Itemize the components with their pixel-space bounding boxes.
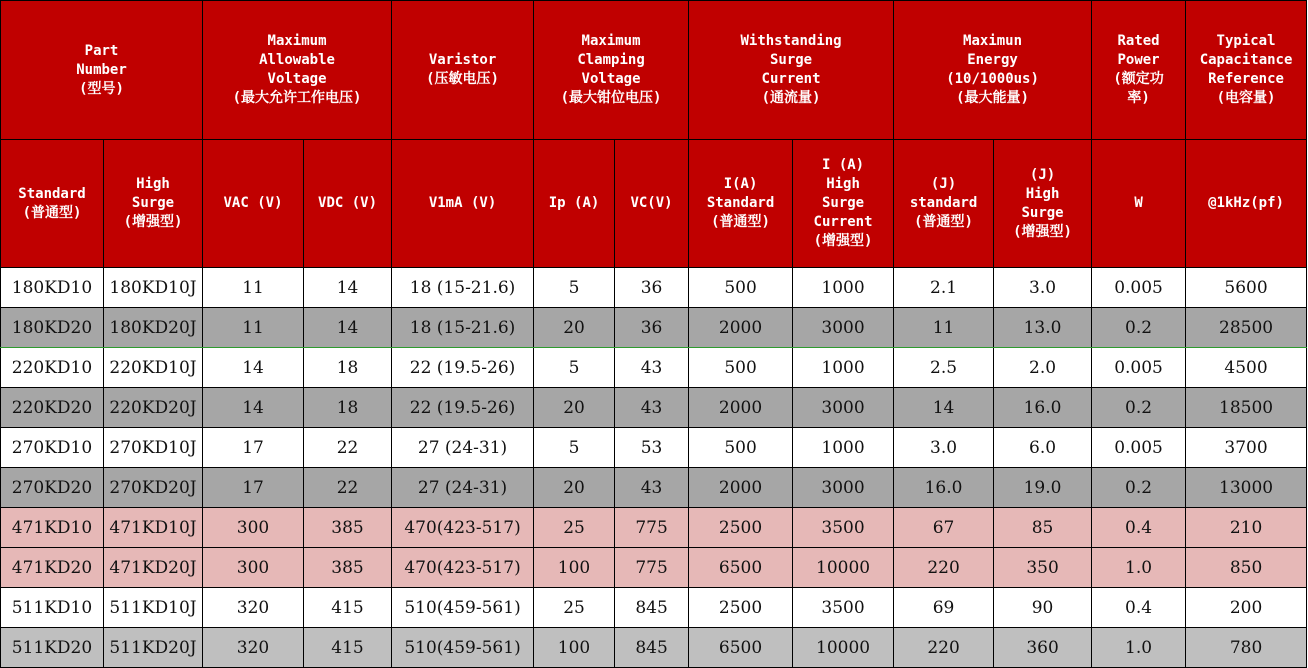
header-varistor-voltage: Varistor (压敏电压) (392, 1, 534, 140)
col-high-surge: High Surge (增强型) (104, 140, 203, 268)
table-cell[interactable]: 5 (534, 268, 615, 308)
table-cell[interactable]: 270KD10J (104, 428, 203, 468)
table-cell[interactable]: 22 (304, 468, 392, 508)
table-row (1, 348, 1307, 388)
table-cell[interactable]: 16.0 (994, 388, 1092, 428)
table-cell[interactable]: 3000 (793, 308, 894, 348)
table-cell[interactable]: 3700 (1186, 428, 1307, 468)
header-max-clamping-voltage: Maximum Clamping Voltage (最大钳位电压) (534, 1, 689, 140)
table-cell[interactable]: 220 (894, 628, 994, 668)
table-cell[interactable]: 180KD10 (1, 268, 104, 308)
table-cell[interactable]: 220KD20 (1, 388, 104, 428)
table-cell[interactable]: 5 (534, 428, 615, 468)
table-cell[interactable]: 6.0 (994, 428, 1092, 468)
table-cell[interactable]: 220 (894, 548, 994, 588)
table-cell[interactable]: 43 (615, 348, 689, 388)
table-cell[interactable]: 2.5 (894, 348, 994, 388)
table-cell[interactable]: 3.0 (894, 428, 994, 468)
header-max-energy: Maximun Energy (10/1000us) (最大能量) (894, 1, 1092, 140)
table-cell[interactable]: 300 (203, 548, 304, 588)
table-cell[interactable]: 511KD20J (104, 628, 203, 668)
table-cell[interactable]: 500 (689, 428, 793, 468)
table-cell[interactable]: 90 (994, 588, 1092, 628)
table-cell[interactable]: 180KD20 (1, 308, 104, 348)
table-cell[interactable]: 471KD20J (104, 548, 203, 588)
table-cell[interactable]: 470(423-517) (392, 508, 534, 548)
table-cell[interactable]: 67 (894, 508, 994, 548)
col-power: W (1092, 140, 1186, 268)
table-cell[interactable]: 11 (203, 268, 304, 308)
table-cell[interactable]: 18 (15-21.6) (392, 268, 534, 308)
table-cell[interactable]: 18 (304, 388, 392, 428)
table-cell[interactable]: 3500 (793, 508, 894, 548)
table-cell[interactable]: 0.2 (1092, 388, 1186, 428)
table-cell[interactable]: 1.0 (1092, 628, 1186, 668)
table-cell[interactable]: 25 (534, 508, 615, 548)
table-cell[interactable]: 220KD10 (1, 348, 104, 388)
table-cell[interactable]: 0.4 (1092, 588, 1186, 628)
table-cell[interactable]: 3500 (793, 588, 894, 628)
table-cell[interactable]: 100 (534, 548, 615, 588)
table-cell[interactable]: 775 (615, 508, 689, 548)
table-cell[interactable]: 27 (24-31) (392, 428, 534, 468)
header-rated-power: Rated Power (额定功 率) (1092, 1, 1186, 140)
table-cell[interactable]: 511KD10 (1, 588, 104, 628)
table-cell[interactable]: 13000 (1186, 468, 1307, 508)
table-row (1, 548, 1307, 588)
col-energy-standard: (J) standard (普通型) (894, 140, 994, 268)
col-ip: Ip (A) (534, 140, 615, 268)
table-cell[interactable]: 775 (615, 548, 689, 588)
table-cell[interactable]: 16.0 (894, 468, 994, 508)
table-cell[interactable]: 14 (304, 308, 392, 348)
table-cell[interactable]: 100 (534, 628, 615, 668)
table-row (1, 628, 1307, 668)
table-cell[interactable]: 5 (534, 348, 615, 388)
col-capacitance: @1kHz(pf) (1186, 140, 1307, 268)
table-row (1, 588, 1307, 628)
table-body (1, 268, 1307, 668)
table-cell[interactable]: 28500 (1186, 308, 1307, 348)
header-row-columns (1, 140, 1307, 268)
table-cell[interactable]: 53 (615, 428, 689, 468)
table-cell[interactable]: 11 (894, 308, 994, 348)
table-cell[interactable]: 10000 (793, 628, 894, 668)
table-cell[interactable]: 36 (615, 308, 689, 348)
table-cell[interactable]: 270KD10 (1, 428, 104, 468)
table-cell[interactable]: 85 (994, 508, 1092, 548)
table-cell[interactable]: 27 (24-31) (392, 468, 534, 508)
table-cell[interactable]: 1.0 (1092, 548, 1186, 588)
table-cell[interactable]: 17 (203, 428, 304, 468)
table-cell[interactable]: 511KD20 (1, 628, 104, 668)
table-row (1, 468, 1307, 508)
table-cell[interactable]: 2000 (689, 388, 793, 428)
table-cell[interactable]: 385 (304, 508, 392, 548)
table-cell[interactable]: 1000 (793, 348, 894, 388)
table-cell[interactable]: 0.005 (1092, 428, 1186, 468)
col-standard: Standard (普通型) (1, 140, 104, 268)
table-cell[interactable]: 17 (203, 468, 304, 508)
table-row (1, 308, 1307, 348)
table-cell[interactable]: 270KD20J (104, 468, 203, 508)
table-cell[interactable]: 270KD20 (1, 468, 104, 508)
table-cell[interactable]: 5600 (1186, 268, 1307, 308)
table-cell[interactable]: 210 (1186, 508, 1307, 548)
table-cell[interactable]: 200 (1186, 588, 1307, 628)
table-cell[interactable]: 0.4 (1092, 508, 1186, 548)
table-cell[interactable]: 471KD20 (1, 548, 104, 588)
table-cell[interactable]: 850 (1186, 548, 1307, 588)
table-cell[interactable]: 20 (534, 308, 615, 348)
table-cell[interactable]: 220KD20J (104, 388, 203, 428)
table-cell[interactable]: 0.2 (1092, 468, 1186, 508)
table-cell[interactable]: 220KD10J (104, 348, 203, 388)
table-cell[interactable]: 0.005 (1092, 348, 1186, 388)
table-cell[interactable]: 471KD10 (1, 508, 104, 548)
table-cell[interactable]: 10000 (793, 548, 894, 588)
table-cell[interactable]: 11 (203, 308, 304, 348)
table-cell[interactable]: 2500 (689, 508, 793, 548)
table-cell[interactable]: 22 (19.5-26) (392, 388, 534, 428)
table-cell[interactable]: 14 (203, 388, 304, 428)
table-cell[interactable]: 1000 (793, 268, 894, 308)
table-cell[interactable]: 6500 (689, 548, 793, 588)
table-cell[interactable]: 1000 (793, 428, 894, 468)
table-cell[interactable]: 2000 (689, 468, 793, 508)
col-current-standard: I(A) Standard (普通型) (689, 140, 793, 268)
table-cell[interactable]: 14 (203, 348, 304, 388)
table-cell[interactable]: 3000 (793, 468, 894, 508)
col-vc: VC(V) (615, 140, 689, 268)
table-cell[interactable]: 22 (19.5-26) (392, 348, 534, 388)
col-v1ma: V1mA (V) (392, 140, 534, 268)
table-cell[interactable]: 18 (304, 348, 392, 388)
table-row (1, 388, 1307, 428)
table-row (1, 268, 1307, 308)
table-cell[interactable]: 43 (615, 388, 689, 428)
table-cell[interactable]: 510(459-561) (392, 588, 534, 628)
table-cell[interactable]: 300 (203, 508, 304, 548)
table-cell[interactable]: 510(459-561) (392, 628, 534, 668)
table-row (1, 428, 1307, 468)
table-cell[interactable]: 415 (304, 588, 392, 628)
table-cell[interactable]: 22 (304, 428, 392, 468)
col-vdc: VDC (V) (304, 140, 392, 268)
table-cell[interactable]: 18 (15-21.6) (392, 308, 534, 348)
table-cell[interactable]: 20 (534, 468, 615, 508)
table-cell[interactable]: 471KD10J (104, 508, 203, 548)
table-cell[interactable]: 500 (689, 268, 793, 308)
header-capacitance: Typical Capacitance Reference (电容量) (1186, 1, 1307, 140)
table-cell[interactable]: 180KD10J (104, 268, 203, 308)
table-cell[interactable]: 320 (203, 628, 304, 668)
table-cell[interactable]: 25 (534, 588, 615, 628)
table-cell[interactable]: 14 (894, 388, 994, 428)
table-cell[interactable]: 385 (304, 548, 392, 588)
table-cell[interactable]: 19.0 (994, 468, 1092, 508)
table-cell[interactable]: 43 (615, 468, 689, 508)
header-surge-current: Withstanding Surge Current (通流量) (689, 1, 894, 140)
col-current-high-surge: I (A) High Surge Current (增强型) (793, 140, 894, 268)
table-cell[interactable]: 470(423-517) (392, 548, 534, 588)
table-cell[interactable]: 2000 (689, 308, 793, 348)
table-cell[interactable]: 36 (615, 268, 689, 308)
col-energy-high-surge: (J) High Surge (增强型) (994, 140, 1092, 268)
table-row (1, 508, 1307, 548)
table-cell[interactable]: 2500 (689, 588, 793, 628)
table-cell[interactable]: 3000 (793, 388, 894, 428)
table-cell[interactable]: 180KD20J (104, 308, 203, 348)
table-cell[interactable]: 3.0 (994, 268, 1092, 308)
table-cell[interactable]: 360 (994, 628, 1092, 668)
table-cell[interactable]: 350 (994, 548, 1092, 588)
table-cell[interactable]: 4500 (1186, 348, 1307, 388)
header-row-groups (1, 1, 1307, 140)
table-cell[interactable]: 845 (615, 628, 689, 668)
table-cell[interactable]: 500 (689, 348, 793, 388)
table-cell[interactable]: 415 (304, 628, 392, 668)
table-cell[interactable]: 320 (203, 588, 304, 628)
table-cell[interactable]: 2.1 (894, 268, 994, 308)
table-cell[interactable]: 6500 (689, 628, 793, 668)
table-cell[interactable]: 511KD10J (104, 588, 203, 628)
table-cell[interactable]: 18500 (1186, 388, 1307, 428)
table-cell[interactable]: 845 (615, 588, 689, 628)
table-cell[interactable]: 13.0 (994, 308, 1092, 348)
table-cell[interactable]: 0.005 (1092, 268, 1186, 308)
table-cell[interactable]: 20 (534, 388, 615, 428)
col-vac: VAC (V) (203, 140, 304, 268)
table-cell[interactable]: 14 (304, 268, 392, 308)
table-cell[interactable]: 780 (1186, 628, 1307, 668)
header-max-allowable-voltage: Maximum Allowable Voltage (最大允许工作电压) (203, 1, 392, 140)
header-part-number: Part Number (型号) (1, 1, 203, 140)
table-cell[interactable]: 69 (894, 588, 994, 628)
table-cell[interactable]: 2.0 (994, 348, 1092, 388)
table-cell[interactable]: 0.2 (1092, 308, 1186, 348)
